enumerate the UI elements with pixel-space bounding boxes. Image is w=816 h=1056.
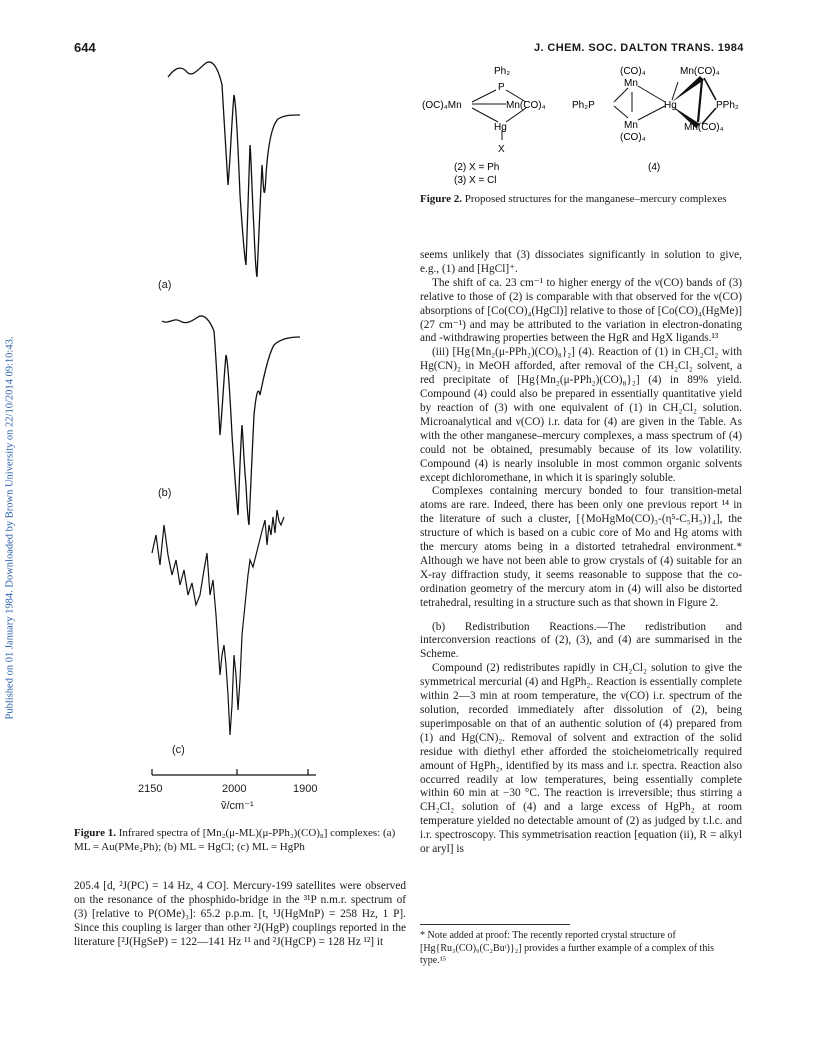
label-ph2p: Ph₂P xyxy=(572,100,595,111)
structures-figure xyxy=(420,62,745,192)
label-mnco4-right: Mn(CO)₄ xyxy=(680,66,720,77)
footnote-rule xyxy=(420,924,570,925)
bond xyxy=(472,108,498,122)
download-notice xyxy=(0,0,20,1056)
tick-label-2150: 2150 xyxy=(138,783,163,795)
right-paragraph-2: The shift of ca. 23 cm⁻¹ to higher energy of the ν(CO) bands of (3) relative to those of (2) is comparable with that observed for the ν(CO) absorptions of [Co(CO)₄(HgCl)] relative to those of [Co(CO)₄(HgMe)] (27 cm⁻¹) and may be attributed to the variation in electron-donating and -withdrawing properties between the HgR and HgX ligands.¹³ xyxy=(420,276,742,345)
footnote: * Note added at proof: The recently reported crystal structure of [Hg{Ru₃(CO)₉(C₂Buᵗ)}₂] provides a further example of a complex of this type.¹⁵ xyxy=(420,930,714,966)
figure1-caption-text: Infrared spectra of [Mn₂(μ-ML)(μ-PPh₂)(CO)₈] complexes: (a) ML = Au(PMe₂Ph); (b) ML = HgCl; (c) ML = HgPh xyxy=(74,827,396,853)
spectrum-c-trace xyxy=(152,510,284,735)
ir-spectra-figure xyxy=(150,55,320,810)
label-mn-top: Mn xyxy=(624,78,638,89)
right-paragraph-4: Complexes containing mercury bonded to four transition-metal atoms are rare. Indeed, there has been only one previous report ¹⁴ in the literature of such a cluster, [{MoHgMo(CO)₃-(η⁵-C₅H₅)}₄], the structure of which is based on a cubic core of Mo and Hg atoms with the mercury atoms being in a distorted tetrahedral environment.* Although we have not been able to grow crystals of (4) suitable for an X-ray diffraction study, it seems reasonable to suppose that the co-ordination geometry of the mercury atom in (4) will also be distorted tetrahedral, resulting in a structure such as that shown in Figure 2. xyxy=(420,485,742,609)
label-x: X xyxy=(498,144,505,155)
figure1-caption-label: Figure 1. xyxy=(74,827,116,839)
tick-label-1900: 1900 xyxy=(293,783,318,795)
left-column xyxy=(74,880,406,950)
spectrum-b-trace xyxy=(162,316,300,525)
axis-label: ṽ/cm⁻¹ xyxy=(221,800,254,812)
panel-label-a: (a) xyxy=(158,279,172,291)
left-paragraph-1: 205.4 [d, ²J(PC) = 14 Hz, 4 CO]. Mercury-199 satellites were observed on the resonance of the phosphido-bridge in the ³¹P n.m.r. spectrum of (3) [relative to P(OMe)₃]: 65.2 p.p.m. [t, ¹J(HgMnP) = 258 Hz, 1 P]. Since this coupling is larger than other ²J(HgP) couplings reported in the literature [²J(HgSeP) = 122—141 Hz ¹¹ and ²J(HgCP) = 128 Hz ¹²] it xyxy=(74,880,406,948)
label-mnco4-bottom: Mn(CO)₄ xyxy=(684,122,724,133)
label-ph2: Ph₂ xyxy=(494,66,511,77)
label-hg: Hg xyxy=(494,122,507,133)
label-mnco4: Mn(CO)₄ xyxy=(506,100,546,111)
bond xyxy=(698,80,702,122)
bond xyxy=(472,90,496,102)
label-pph2: PPh₂ xyxy=(716,100,739,111)
label-hg-right: Hg xyxy=(664,100,677,111)
figure2-caption xyxy=(420,192,742,206)
download-notice-text: Published on 01 January 1984. Downloaded by Brown University on 22/10/2014 09:10:43. xyxy=(4,336,16,720)
label-mn-bottom: Mn xyxy=(624,120,638,131)
spectrum-a-trace xyxy=(168,62,300,277)
figure2-caption-text: Proposed structures for the manganese–mercury complexes xyxy=(464,193,727,205)
bond xyxy=(704,78,716,100)
bond xyxy=(638,106,665,120)
right-column xyxy=(420,249,742,857)
figure1-caption xyxy=(74,826,406,854)
label-p: P xyxy=(498,82,505,93)
right-paragraph-6: Compound (2) redistributes rapidly in CH₂Cl₂ solution to give the symmetrical mercurial (4) and HgPh₂. Reaction is essentially complete within 2—3 min at room temperature, the ν(CO) i.r. spectrum of the solution, recorded immediately after dissolution of (2), being superimposable on that of an authentic solution of (4) prepared from (1) and Hg(CN)₂. Removal of solvent and extraction of the solid residue with diethyl ether afforded the stoicheiometrically required amount of HgPh₂, identified by its mass and i.r. spectra. Reaction also occurred readily at low temperatures, being essentially complete within 60 min at −30 °C. The reaction is irreversible; thus stirring a CH₂Cl₂ solution of (4) and a large excess of HgPh₂ at room temperature yielded no detectable amount of (2) as judged by t.l.c. and i.r. spectroscopy. This symmetrisation reaction [equation (ii), R = alkyl or aryl] is xyxy=(420,662,742,856)
label-oc4mn: (OC)₄Mn xyxy=(422,100,462,111)
legend-2: (2) X = Ph xyxy=(454,162,500,173)
panel-label-c: (c) xyxy=(172,744,185,756)
right-paragraph-3: (iii) [Hg{Mn₂(μ-PPh₂)(CO)₈}₂] (4). Reaction of (1) in CH₂Cl₂ with Hg(CN)₂ in MeOH afforded, after removal of the CH₂Cl₂ solvent, a red precipitate of [Hg{Mn₂(μ-PPh₂)(CO)₈}₂] (4) in 89% yield. Compound (4) could also be prepared in essentially quantitative yield by reaction of (3) with one equivalent of (1) in CH₂Cl₂ solution. Microanalytical and ν(CO) i.r. data for (4) are given in the Table. As with the other manganese–mercury complexes, a mass spectrum of (4) could not be obtained, presumably because of its low volatility. Compound (4) is nearly insoluble in most common organic solvents except dichloromethane, in which it is sparingly soluble. xyxy=(420,346,742,484)
tick-label-2000: 2000 xyxy=(222,783,247,795)
legend-4: (4) xyxy=(648,162,661,173)
label-co4-top: (CO)₄ xyxy=(620,66,646,77)
bond xyxy=(638,86,665,102)
label-co4-bottom: (CO)₄ xyxy=(620,132,646,143)
bond xyxy=(614,88,628,102)
bond xyxy=(614,106,628,118)
legend-3: (3) X = Cl xyxy=(454,175,497,186)
panel-label-b: (b) xyxy=(158,487,172,499)
right-paragraph-1: seems unlikely that (3) dissociates significantly in solution to give, e.g., (1) and [HgCl]⁺. xyxy=(420,249,742,275)
page-number: 644 xyxy=(74,40,96,55)
journal-header: J. CHEM. SOC. DALTON TRANS. 1984 xyxy=(534,42,744,54)
right-paragraph-5: (b) Redistribution Reactions.—The redistribution and interconversion reactions of (2), (3), and (4) are summarised in the Scheme. xyxy=(420,620,742,661)
figure2-caption-label: Figure 2. xyxy=(420,193,462,205)
